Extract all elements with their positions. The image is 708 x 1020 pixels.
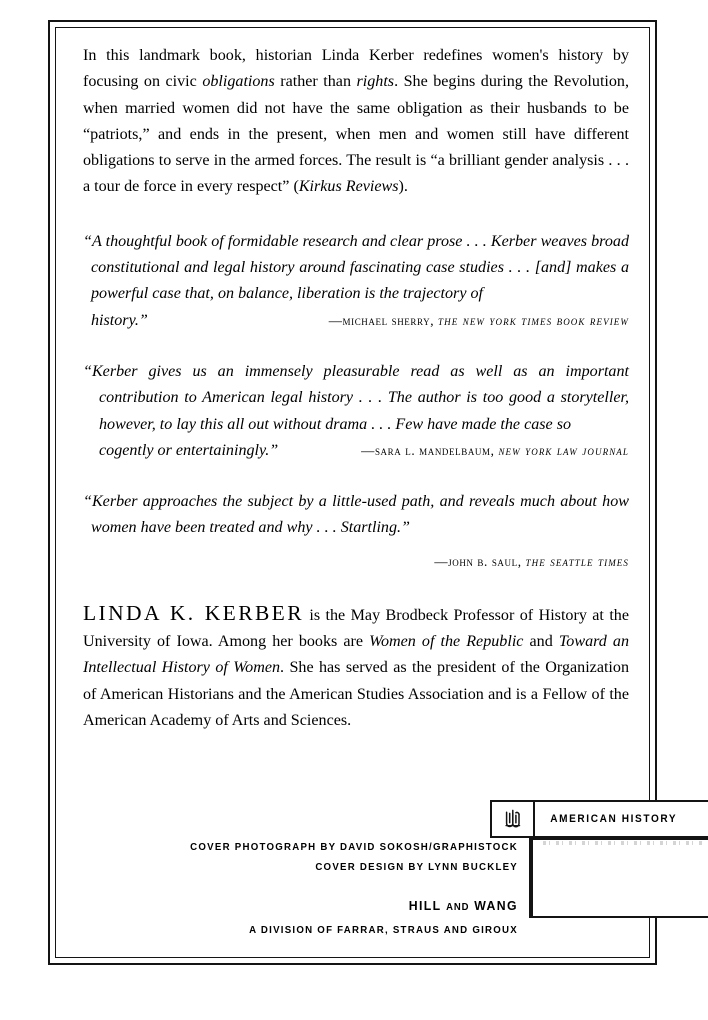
category-badge (490, 800, 708, 838)
description-emphasis-obligations: obligations (202, 73, 275, 91)
author-name: LINDA K. KERBER (83, 600, 304, 625)
attribution-dash: — (361, 442, 375, 458)
author-biography (83, 600, 629, 734)
description-publication-kirkus: Kirkus Reviews (298, 178, 399, 196)
description-tail: ). (398, 178, 408, 196)
description-lead: In this landmark book, historian Linda Kerber redefines women's history by focusing on civic (83, 47, 629, 91)
hill-and-wang-hand-icon (502, 807, 524, 831)
cover-photograph-credit: COVER PHOTOGRAPH BY DAVID SOKOSH/GRAPHISTOCK (190, 842, 518, 853)
category-badge-label: AMERICAN HISTORY (550, 813, 678, 825)
author-bio-part-3: . She has served as the president of the Organization of American Historians and the American Studies Association and is a Fellow of the American Academy of Arts and Sciences. (83, 659, 629, 729)
author-bio-part-1: is the May Brodbeck Professor of History at the University of Iowa. Among her books are (83, 606, 629, 651)
attribution-dash: — (328, 312, 343, 328)
publisher-imprint (148, 896, 518, 918)
barcode-panel (531, 838, 708, 918)
publisher-logo-cell (492, 802, 535, 836)
description-mid-1: rather than (274, 73, 357, 91)
publisher-credits (148, 838, 518, 940)
barcode-placeholder (543, 841, 703, 845)
barcode-panel-left-rule (529, 838, 531, 918)
attribution-person: john b. saul, (448, 553, 522, 569)
review-quote-1 (83, 229, 629, 334)
review-quote-2-last-line: cogently or entertainingly.” (99, 441, 279, 459)
book-description (83, 43, 629, 201)
author-book-title-1: Women of the Republic (369, 633, 524, 651)
review-quote-3-text: “Kerber approaches the subject by a little-used path, and reveals much about how women have been treated and why . . . Startling.” (83, 493, 629, 537)
attribution-publication: new york law journal (498, 442, 629, 458)
attribution-person: michael sherry, (342, 312, 435, 328)
description-mid-2: . She begins during the Revolution, when married women did not have the same obligation as their husbands to be “patriots,” and ends in the present, when men and women still have different obligations to serve in the armed forces. The result is “a brilliant gender analysis . . . a tour de force in every respect” ( (83, 73, 630, 196)
description-emphasis-rights: rights (356, 73, 395, 91)
review-quote-1-tail (83, 308, 629, 334)
review-quote-1-text: “A thoughtful book of formidable research and clear prose . . . Kerber weaves broad constitutional and legal history around fascinating case studies . . . [and] makes a powerful case that, on balance, liberation is the trajectory of (83, 232, 629, 303)
attribution-publication: the new york times book review (438, 312, 629, 328)
review-quote-2-tail (83, 438, 629, 464)
cover-design-credit: COVER DESIGN BY LYNN BUCKLEY (315, 861, 518, 873)
author-bio-part-2: and (523, 633, 559, 651)
back-cover-content (83, 43, 629, 734)
imprint-part-2: WANG (474, 898, 518, 913)
imprint-conjunction: AND (446, 902, 470, 913)
review-quote-2-text: “Kerber gives us an immensely pleasurable read as well as an important contribution to American legal history . . . The author is too good a storyteller, however, to lay this all out without drama . . . Few have made the case so (83, 362, 629, 433)
review-quote-2-attribution (361, 443, 629, 459)
attribution-publication: the seattle times (525, 553, 629, 569)
imprint-part-1: HILL (408, 898, 442, 913)
author-book-title-2: Toward an Intellectual History of Women (83, 633, 629, 677)
review-quote-1-last-line: history.” (91, 311, 148, 329)
review-quote-2 (83, 359, 629, 464)
review-quote-1-attribution (329, 313, 629, 329)
attribution-dash: — (434, 553, 449, 569)
review-quote-3-attribution (83, 554, 629, 570)
review-quote-3 (83, 489, 629, 570)
attribution-person: sara l. mandelbaum, (374, 442, 495, 458)
publisher-division: A DIVISION OF FARRAR, STRAUS AND GIROUX (249, 924, 519, 936)
